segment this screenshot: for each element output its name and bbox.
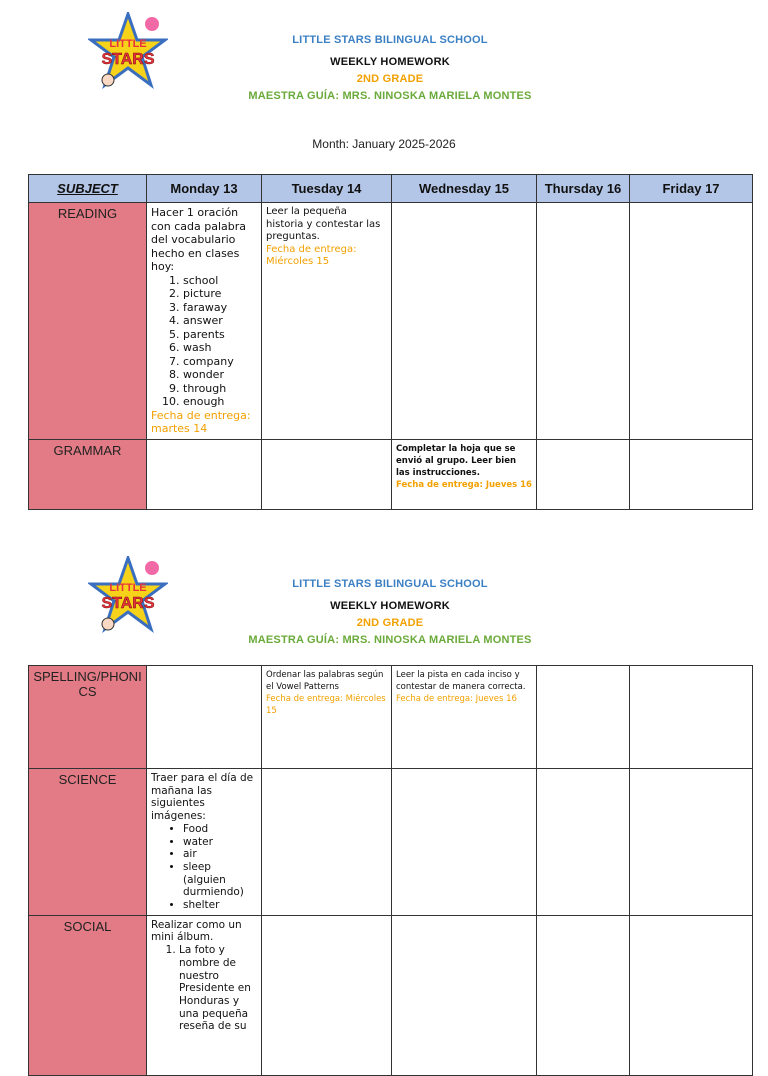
list-item: 1. school <box>183 274 257 288</box>
list-item: • shelter <box>183 899 257 912</box>
table-row-grammar <box>29 439 753 509</box>
school-name: LITTLE STARS BILINGUAL SCHOOL <box>292 34 488 46</box>
social-wednesday-cell <box>392 915 537 1075</box>
spelling-thursday-cell <box>537 666 630 769</box>
grammar-wednesday-text: Completar la hoja que se envió al grupo. Leer bien las instrucciones. <box>396 443 517 478</box>
reading-thursday-cell <box>537 203 630 440</box>
list-item: • water <box>183 836 257 849</box>
teacher-label: MAESTRA GUÍA: MRS. NINOSKA MARIELA MONTES <box>248 90 532 102</box>
list-item: 10. enough <box>183 395 257 409</box>
homework-title: WEEKLY HOMEWORK <box>330 600 450 612</box>
spelling-wednesday-cell <box>392 666 537 769</box>
homework-table-1 <box>28 174 753 510</box>
subject-grammar: GRAMMAR <box>29 439 147 509</box>
grammar-thursday-cell <box>537 439 630 509</box>
grammar-friday-cell <box>630 439 753 509</box>
reading-friday-cell <box>630 203 753 440</box>
svg-text:STARS: STARS <box>101 51 155 68</box>
subject-spelling <box>29 666 147 769</box>
svg-text:STARS: STARS <box>101 595 155 612</box>
list-item: 1. La foto y nombre de nuestro Presidente en Honduras y una pequeña reseña de su <box>179 944 257 1033</box>
school-logo-icon <box>88 12 168 92</box>
teacher-label: MAESTRA GUÍA: MRS. NINOSKA MARIELA MONTES <box>248 634 532 646</box>
table-header-row <box>29 175 753 203</box>
reading-tuesday-text: Leer la pequeña historia y contestar las preguntas. <box>266 206 381 242</box>
list-item: • air <box>183 848 257 861</box>
grade-label: 2ND GRADE <box>356 617 424 629</box>
grammar-monday-cell <box>147 439 262 509</box>
list-item: 4. answer <box>183 314 257 328</box>
due-date: Fecha de entrega: Jueves 16 <box>396 694 517 704</box>
reading-monday-intro: Hacer 1 oración con cada palabra del vocabulario hecho en clases hoy: <box>151 206 247 273</box>
list-item: 3. faraway <box>183 301 257 315</box>
table-row-reading <box>29 203 753 440</box>
subject-label: SPELLING/PHONICS <box>33 669 142 699</box>
subject-reading: READING <box>29 203 147 440</box>
social-list <box>151 944 257 1033</box>
science-thursday-cell <box>537 769 630 916</box>
social-monday-cell <box>147 915 262 1075</box>
social-tuesday-cell <box>262 915 392 1075</box>
homework-table-2 <box>28 665 753 1076</box>
social-monday-intro: Realizar como un mini álbum. <box>151 918 242 944</box>
science-monday-intro: Traer para el día de mañana las siguientes imágenes: <box>151 772 254 823</box>
homework-title: WEEKLY HOMEWORK <box>330 56 450 68</box>
spelling-monday-cell <box>147 666 262 769</box>
subject-social: SOCIAL <box>29 915 147 1075</box>
list-item: 8. wonder <box>183 368 257 382</box>
header-monday: Monday 13 <box>147 175 262 203</box>
reading-monday-cell <box>147 203 262 440</box>
science-wednesday-cell <box>392 769 537 916</box>
table-row-social <box>29 915 753 1075</box>
header-subject: SUBJECT <box>29 175 147 203</box>
subject-science: SCIENCE <box>29 769 147 916</box>
list-item: • sleep (alguien durmiendo) <box>183 861 257 899</box>
header-tuesday: Tuesday 14 <box>262 175 392 203</box>
list-item: 6. wash <box>183 341 257 355</box>
spelling-friday-cell <box>630 666 753 769</box>
social-friday-cell <box>630 915 753 1075</box>
spelling-tuesday-text: Ordenar las palabras según el Vowel Patterns <box>266 670 384 692</box>
header-thursday: Thursday 16 <box>537 175 630 203</box>
table-row-spelling <box>29 666 753 769</box>
list-item: 7. company <box>183 355 257 369</box>
grade-label: 2ND GRADE <box>356 73 424 85</box>
spelling-tuesday-cell <box>262 666 392 769</box>
header-wednesday: Wednesday 15 <box>392 175 537 203</box>
reading-wednesday-cell <box>392 203 537 440</box>
school-header <box>240 576 540 648</box>
list-item: 5. parents <box>183 328 257 342</box>
due-date: Fecha de entrega: Miércoles 15 <box>266 243 357 267</box>
svg-text:LITTLE: LITTLE <box>109 582 147 594</box>
school-header <box>240 32 540 104</box>
reading-tuesday-cell <box>262 203 392 440</box>
school-name: LITTLE STARS BILINGUAL SCHOOL <box>292 578 488 590</box>
svg-text:LITTLE: LITTLE <box>109 38 147 50</box>
list-item: 9. through <box>183 382 257 396</box>
science-list <box>151 823 257 912</box>
month-label: Month: January 2025-2026 <box>312 137 456 151</box>
due-date: Fecha de entrega: Jueves 16 <box>396 479 532 490</box>
grammar-tuesday-cell <box>262 439 392 509</box>
table-row-science <box>29 769 753 916</box>
school-logo-icon <box>88 556 168 636</box>
social-thursday-cell <box>537 915 630 1075</box>
science-friday-cell <box>630 769 753 916</box>
spelling-wednesday-text: Leer la pista en cada inciso y contestar de manera correcta. <box>396 670 526 692</box>
science-tuesday-cell <box>262 769 392 916</box>
header-friday: Friday 17 <box>630 175 753 203</box>
science-monday-cell <box>147 769 262 916</box>
due-date: Fecha de entrega: martes 14 <box>151 408 251 435</box>
list-item: 2. picture <box>183 287 257 301</box>
due-date: Fecha de entrega: Miércoles 15 <box>266 694 386 716</box>
grammar-wednesday-cell <box>392 439 537 509</box>
list-item: • Food <box>183 823 257 836</box>
vocabulary-list <box>151 274 257 409</box>
